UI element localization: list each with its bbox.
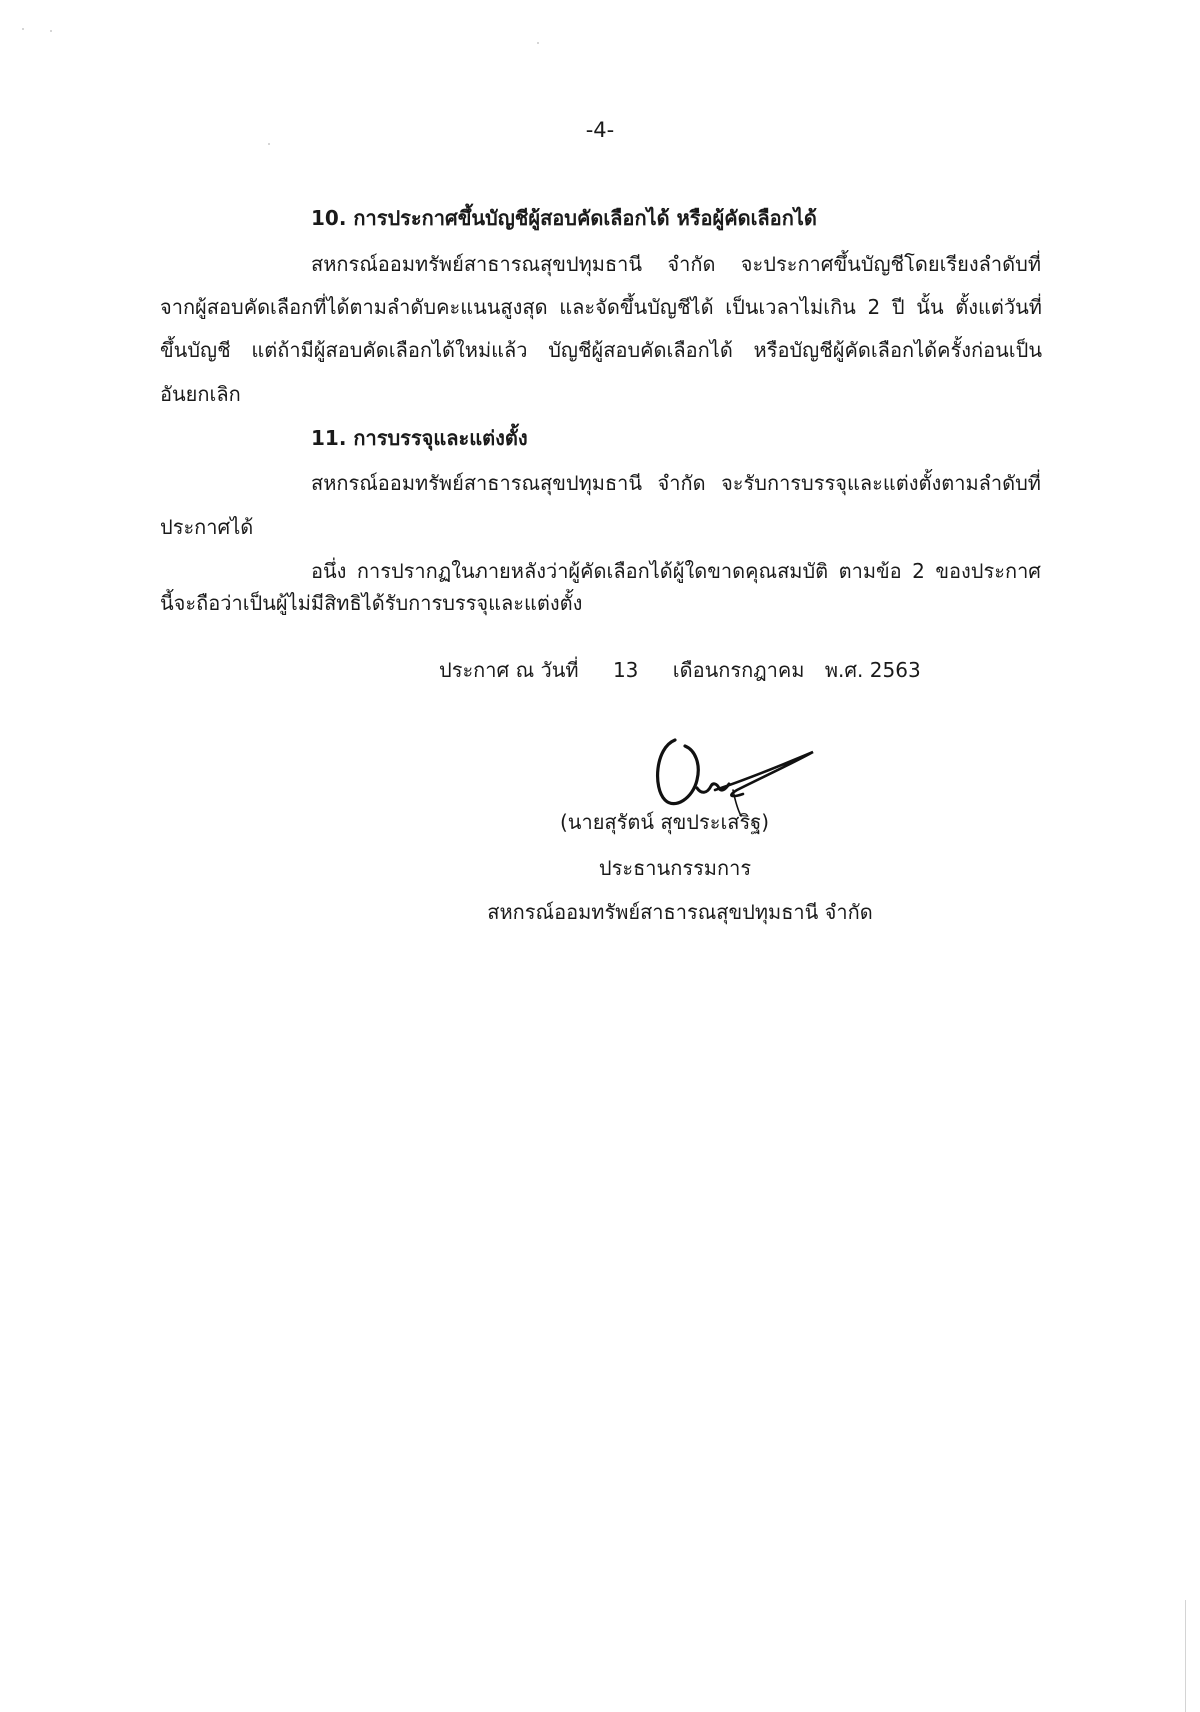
scan-speck bbox=[268, 143, 270, 145]
section-10-line-3: ขึ้นบัญชี แต่ถ้ามีผู้สอบคัดเลือกได้ใหม่แล้ว บัญชีผู้สอบคัดเลือกได้ หรือบัญชีผู้คัดเลือกได้ครั้งก่อนเป็น bbox=[160, 338, 1042, 362]
scan-edge-line bbox=[1185, 1600, 1186, 1712]
page-number: -4- bbox=[585, 118, 615, 142]
scan-speck bbox=[537, 42, 539, 44]
announcement-day: 13 bbox=[612, 658, 639, 682]
signer-name: (นายสุรัตน์ สุขประเสริฐ) bbox=[560, 810, 770, 834]
signer-organization: สหกรณ์ออมทรัพย์สาธารณสุขปทุมธานี จำกัด bbox=[487, 900, 873, 924]
signer-position: ประธานกรรมการ bbox=[598, 856, 752, 880]
section-11-line-4: นี้จะถือว่าเป็นผู้ไม่มีสิทธิได้รับการบรรจุและแต่งตั้ง bbox=[160, 591, 583, 615]
announcement-date bbox=[439, 656, 921, 684]
announcement-prefix: ประกาศ ณ วันที่ bbox=[439, 658, 579, 682]
section-11-line-1: สหกรณ์ออมทรัพย์สาธารณสุขปทุมธานี จำกัด จะรับการบรรจุและแต่งตั้งตามลำดับที่ bbox=[311, 471, 1041, 495]
scan-speck bbox=[50, 30, 52, 32]
scan-speck bbox=[22, 28, 24, 30]
section-10-line-1: สหกรณ์ออมทรัพย์สาธารณสุขปทุมธานี จำกัด จะประกาศขึ้นบัญชีโดยเรียงลำดับที่ bbox=[311, 252, 1041, 276]
section-10-heading: 10. การประกาศขึ้นบัญชีผู้สอบคัดเลือกได้ หรือผู้คัดเลือกได้ bbox=[311, 206, 817, 230]
section-11-line-3: อนึ่ง การปรากฏในภายหลังว่าผู้คัดเลือกได้ผู้ใดขาดคุณสมบัติ ตามข้อ 2 ของประกาศ bbox=[311, 559, 1041, 583]
section-11-line-2: ประกาศได้ bbox=[160, 515, 254, 539]
section-10-line-4: อันยกเลิก bbox=[160, 382, 241, 406]
announcement-year: พ.ศ. 2563 bbox=[824, 658, 921, 682]
section-11-heading: 11. การบรรจุและแต่งตั้ง bbox=[311, 426, 528, 450]
announcement-month: เดือนกรกฎาคม bbox=[672, 658, 805, 682]
handwritten-signature bbox=[645, 728, 825, 818]
section-10-line-2: จากผู้สอบคัดเลือกที่ได้ตามลำดับคะแนนสูงสุด และจัดขึ้นบัญชีได้ เป็นเวลาไม่เกิน 2 ปี นั้น ตั้งแต่วันที่ bbox=[160, 295, 1042, 319]
